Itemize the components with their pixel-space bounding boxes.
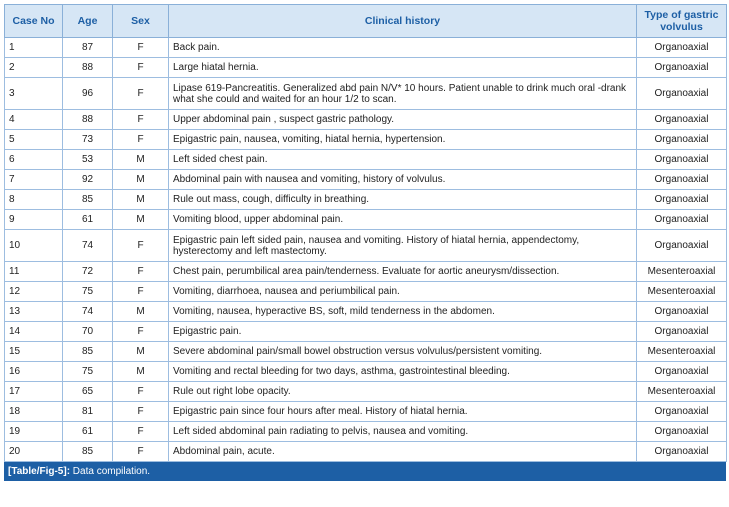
cell-case-no: 16 (5, 362, 63, 382)
cell-volvulus-type: Organoaxial (637, 402, 727, 422)
cell-case-no: 4 (5, 110, 63, 130)
cell-case-no: 19 (5, 422, 63, 442)
cell-clinical-history: Epigastric pain left sided pain, nausea and vomiting. History of hiatal hernia, appendectomy, hysterectomy and left mastectomy. (169, 230, 637, 262)
cell-age: 88 (63, 110, 113, 130)
table-row (5, 422, 727, 442)
cell-sex: F (113, 58, 169, 78)
cell-volvulus-type: Organoaxial (637, 38, 727, 58)
cell-clinical-history: Abdominal pain, acute. (169, 442, 637, 462)
cell-case-no: 9 (5, 210, 63, 230)
cell-clinical-history: Vomiting, nausea, hyperactive BS, soft, mild tenderness in the abdomen. (169, 302, 637, 322)
cell-sex: M (113, 302, 169, 322)
cell-age: 87 (63, 38, 113, 58)
table-row (5, 362, 727, 382)
table-row (5, 150, 727, 170)
cell-volvulus-type: Mesenteroaxial (637, 282, 727, 302)
cell-age: 96 (63, 78, 113, 110)
cell-sex: F (113, 262, 169, 282)
cell-clinical-history: Rule out mass, cough, difficulty in breathing. (169, 190, 637, 210)
table-row (5, 402, 727, 422)
cell-age: 85 (63, 190, 113, 210)
cell-age: 88 (63, 58, 113, 78)
cell-volvulus-type: Organoaxial (637, 422, 727, 442)
table-row (5, 230, 727, 262)
cell-clinical-history: Rule out right lobe opacity. (169, 382, 637, 402)
cell-clinical-history: Vomiting, diarrhoea, nausea and periumbilical pain. (169, 282, 637, 302)
table-row (5, 322, 727, 342)
cell-volvulus-type: Organoaxial (637, 210, 727, 230)
cell-sex: M (113, 190, 169, 210)
cell-age: 75 (63, 282, 113, 302)
cell-age: 74 (63, 230, 113, 262)
caption-label: [Table/Fig-5]: (8, 466, 71, 477)
table-row (5, 170, 727, 190)
cell-sex: M (113, 150, 169, 170)
table-row (5, 130, 727, 150)
cell-age: 92 (63, 170, 113, 190)
cell-case-no: 13 (5, 302, 63, 322)
cell-case-no: 17 (5, 382, 63, 402)
cell-age: 72 (63, 262, 113, 282)
cell-volvulus-type: Organoaxial (637, 442, 727, 462)
cell-age: 74 (63, 302, 113, 322)
header-case-no: Case No (5, 5, 63, 38)
cell-clinical-history: Upper abdominal pain , suspect gastric pathology. (169, 110, 637, 130)
cell-case-no: 8 (5, 190, 63, 210)
cell-case-no: 5 (5, 130, 63, 150)
cell-clinical-history: Epigastric pain, nausea, vomiting, hiatal hernia, hypertension. (169, 130, 637, 150)
cell-case-no: 18 (5, 402, 63, 422)
table-body (5, 38, 727, 462)
table-header (5, 5, 727, 38)
cell-volvulus-type: Organoaxial (637, 230, 727, 262)
cell-sex: M (113, 362, 169, 382)
cell-clinical-history: Vomiting and rectal bleeding for two days, asthma, gastrointestinal bleeding. (169, 362, 637, 382)
cell-age: 61 (63, 422, 113, 442)
cell-case-no: 14 (5, 322, 63, 342)
cell-case-no: 15 (5, 342, 63, 362)
cell-sex: F (113, 130, 169, 150)
cell-age: 85 (63, 442, 113, 462)
cell-clinical-history: Vomiting blood, upper abdominal pain. (169, 210, 637, 230)
cell-volvulus-type: Mesenteroaxial (637, 262, 727, 282)
table-row (5, 342, 727, 362)
cell-clinical-history: Large hiatal hernia. (169, 58, 637, 78)
cell-age: 81 (63, 402, 113, 422)
cell-volvulus-type: Mesenteroaxial (637, 382, 727, 402)
header-clinical-history: Clinical history (169, 5, 637, 38)
cell-clinical-history: Epigastric pain. (169, 322, 637, 342)
table-row (5, 382, 727, 402)
cell-age: 73 (63, 130, 113, 150)
cell-age: 65 (63, 382, 113, 402)
cell-sex: F (113, 110, 169, 130)
table-row (5, 210, 727, 230)
header-row (5, 5, 727, 38)
cell-volvulus-type: Organoaxial (637, 322, 727, 342)
cell-clinical-history: Severe abdominal pain/small bowel obstruction versus volvulus/persistent vomiting. (169, 342, 637, 362)
cell-volvulus-type: Organoaxial (637, 78, 727, 110)
table-row (5, 190, 727, 210)
cell-case-no: 10 (5, 230, 63, 262)
cell-volvulus-type: Organoaxial (637, 58, 727, 78)
cell-sex: M (113, 342, 169, 362)
cell-sex: F (113, 322, 169, 342)
cell-volvulus-type: Organoaxial (637, 110, 727, 130)
table-row (5, 58, 727, 78)
header-sex: Sex (113, 5, 169, 38)
cell-clinical-history: Back pain. (169, 38, 637, 58)
cell-age: 61 (63, 210, 113, 230)
cell-volvulus-type: Mesenteroaxial (637, 342, 727, 362)
cell-case-no: 20 (5, 442, 63, 462)
table-row (5, 38, 727, 58)
cell-clinical-history: Epigastric pain since four hours after meal. History of hiatal hernia. (169, 402, 637, 422)
cell-volvulus-type: Organoaxial (637, 190, 727, 210)
table-caption (4, 462, 726, 481)
cell-sex: F (113, 78, 169, 110)
cell-sex: M (113, 170, 169, 190)
cell-sex: F (113, 38, 169, 58)
table-row (5, 302, 727, 322)
table-row (5, 262, 727, 282)
cell-volvulus-type: Organoaxial (637, 362, 727, 382)
header-volvulus-type: Type of gastric volvulus (637, 5, 727, 38)
cell-sex: F (113, 230, 169, 262)
cell-volvulus-type: Organoaxial (637, 170, 727, 190)
table-row (5, 78, 727, 110)
cell-sex: F (113, 382, 169, 402)
cell-age: 70 (63, 322, 113, 342)
cell-case-no: 11 (5, 262, 63, 282)
cell-sex: F (113, 422, 169, 442)
cell-sex: F (113, 282, 169, 302)
cell-sex: F (113, 402, 169, 422)
cell-sex: M (113, 210, 169, 230)
cell-clinical-history: Left sided chest pain. (169, 150, 637, 170)
cell-case-no: 2 (5, 58, 63, 78)
cell-case-no: 7 (5, 170, 63, 190)
cell-volvulus-type: Organoaxial (637, 130, 727, 150)
cell-age: 53 (63, 150, 113, 170)
header-age: Age (63, 5, 113, 38)
cell-volvulus-type: Organoaxial (637, 150, 727, 170)
cell-clinical-history: Left sided abdominal pain radiating to pelvis, nausea and vomiting. (169, 422, 637, 442)
cell-volvulus-type: Organoaxial (637, 302, 727, 322)
table-row (5, 282, 727, 302)
cell-sex: F (113, 442, 169, 462)
table-row (5, 110, 727, 130)
cell-clinical-history: Chest pain, perumbilical area pain/tenderness. Evaluate for aortic aneurysm/dissection. (169, 262, 637, 282)
cell-age: 85 (63, 342, 113, 362)
table-container (4, 4, 726, 481)
cell-age: 75 (63, 362, 113, 382)
caption-text: Data compilation. (70, 466, 151, 477)
data-table (4, 4, 727, 462)
cell-clinical-history: Lipase 619-Pancreatitis. Generalized abd pain N/V* 10 hours. Patient unable to drink much oral -drank what she could and waited for an hour 1/2 to scan. (169, 78, 637, 110)
cell-case-no: 12 (5, 282, 63, 302)
cell-clinical-history: Abdominal pain with nausea and vomiting, history of volvulus. (169, 170, 637, 190)
cell-case-no: 1 (5, 38, 63, 58)
cell-case-no: 3 (5, 78, 63, 110)
table-row (5, 442, 727, 462)
cell-case-no: 6 (5, 150, 63, 170)
